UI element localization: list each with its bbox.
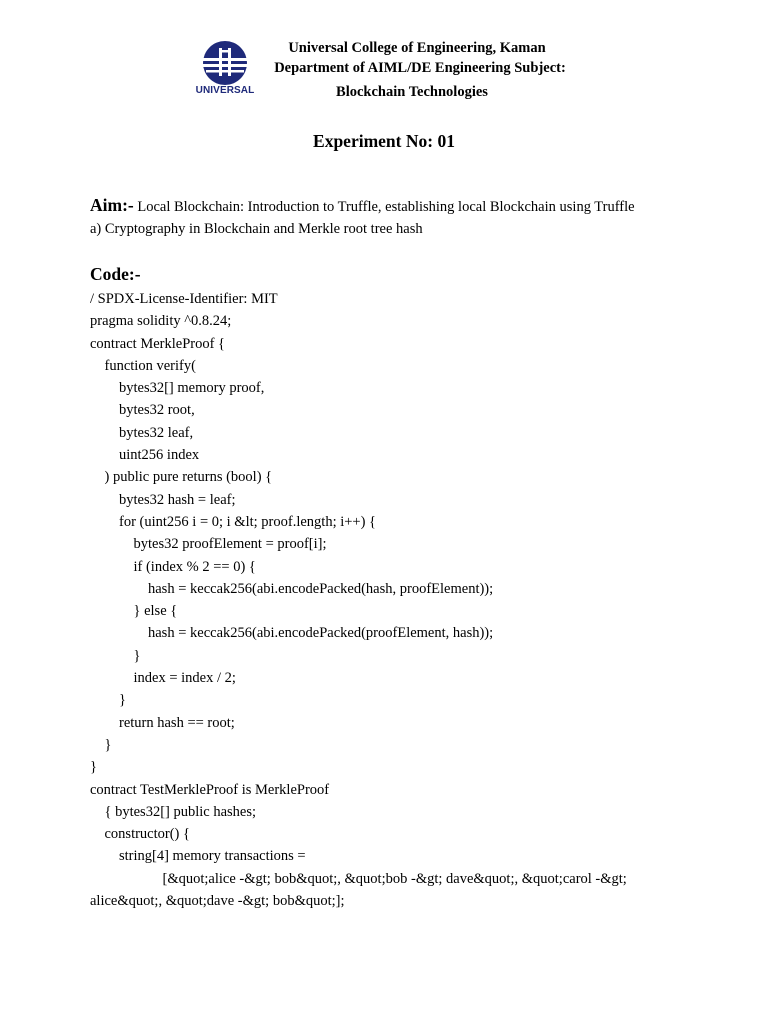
code-block bbox=[90, 288, 690, 912]
code-line: pragma solidity ^0.8.24; bbox=[90, 313, 232, 330]
code-line: contract MerkleProof { bbox=[90, 335, 225, 352]
aim-line bbox=[90, 195, 690, 216]
code-line: function verify( bbox=[90, 357, 196, 374]
code-line: } bbox=[90, 736, 112, 753]
department-line: Department of AIML/DE Engineering Subject: bbox=[274, 60, 566, 76]
code-line: { bytes32[] public hashes; bbox=[90, 803, 257, 820]
aim-subtext: a) Cryptography in Blockchain and Merkle root tree hash bbox=[90, 221, 423, 237]
code-line: } else { bbox=[90, 603, 178, 620]
code-line: constructor() { bbox=[90, 826, 190, 843]
code-line: if (index % 2 == 0) { bbox=[90, 558, 256, 575]
code-line: ) public pure returns (bool) { bbox=[90, 469, 273, 486]
code-line: uint256 index bbox=[90, 447, 200, 464]
code-line: bytes32 root, bbox=[90, 402, 195, 419]
code-line: bytes32 hash = leaf; bbox=[90, 491, 236, 508]
code-line: hash = keccak256(abi.encodePacked(hash, proofElement)); bbox=[90, 580, 494, 597]
code-line: contract TestMerkleProof is MerkleProof bbox=[90, 781, 330, 798]
subject-name: Blockchain Technologies bbox=[336, 84, 488, 100]
experiment-title: Experiment No: 01 bbox=[313, 131, 455, 151]
college-name: Universal College of Engineering, Kaman bbox=[288, 40, 546, 56]
code-line: hash = keccak256(abi.encodePacked(proofElement, hash)); bbox=[90, 625, 494, 642]
code-line: for (uint256 i = 0; i &lt; proof.length; i++) { bbox=[90, 513, 377, 530]
aim-label: Aim:- bbox=[90, 195, 134, 215]
code-line: } bbox=[90, 692, 126, 709]
code-line: return hash == root; bbox=[90, 714, 235, 731]
code-line: } bbox=[90, 647, 141, 664]
code-line: } bbox=[90, 759, 97, 776]
code-heading: Code:- bbox=[90, 264, 141, 284]
code-line: bytes32 proofElement = proof[i]; bbox=[90, 536, 327, 553]
code-line: alice&quot;, &quot;dave -&gt; bob&quot;]; bbox=[90, 893, 345, 910]
code-line: / SPDX-License-Identifier: MIT bbox=[90, 291, 278, 307]
aim-text: Local Blockchain: Introduction to Truffle, establishing local Blockchain using Truffle bbox=[133, 199, 635, 215]
code-line: index = index / 2; bbox=[90, 670, 236, 687]
code-line: [&quot;alice -&gt; bob&quot;, &quot;bob -&gt; dave&quot;, &quot;carol -&gt; bbox=[90, 870, 627, 887]
code-line: bytes32 leaf, bbox=[90, 424, 194, 441]
logo-wordmark: UNIVERSAL bbox=[195, 85, 255, 96]
code-line: string[4] memory transactions = bbox=[90, 848, 306, 865]
code-line: bytes32[] memory proof, bbox=[90, 380, 265, 397]
